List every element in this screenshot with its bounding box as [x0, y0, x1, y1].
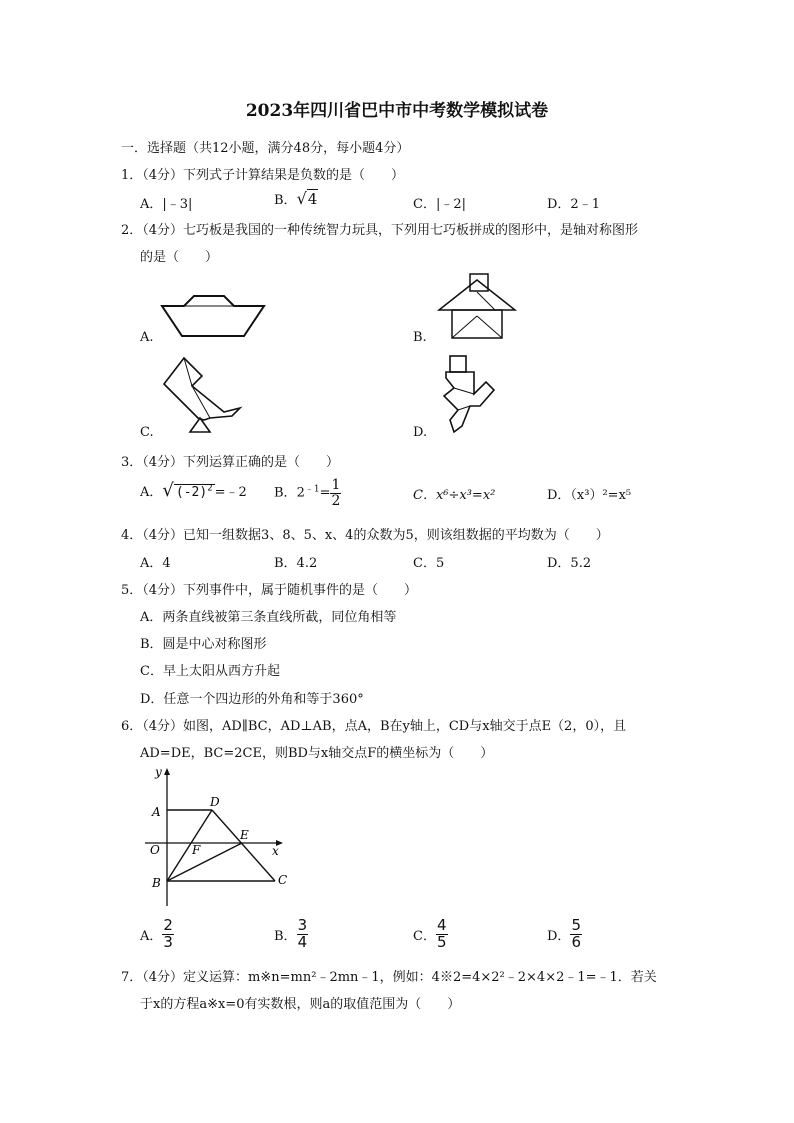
q3-option-a-radicand: (-2) [175, 485, 208, 500]
tangram-figure-b [437, 272, 517, 340]
q3-option-b-exponent: ﹣1 [304, 484, 320, 495]
q6-option-b[interactable] [274, 918, 308, 951]
figure-label-x: x [272, 844, 279, 858]
q4-option-b[interactable]: B．4.2 [274, 556, 318, 571]
q6-option-c[interactable] [413, 918, 448, 951]
page-title: 2023年四川省巴中市中考数学模拟试卷 [245, 101, 549, 121]
q7-stem-line1: 7．（4分）定义运算：m※n=mn²﹣2mn﹣1，例如：4※2=4×2²﹣2×4×2﹣1=﹣1．若关 [121, 970, 657, 985]
q3-option-b-equals: = [319, 485, 331, 501]
q6-option-d-label: D． [547, 928, 571, 944]
tangram-figure-a [162, 294, 267, 339]
sqrt-sign-icon: √ [162, 480, 174, 501]
q3-option-b[interactable] [274, 478, 341, 508]
q2-option-a[interactable]: A. [140, 330, 154, 345]
q5-option-a[interactable]: A．两条直线被第三条直线所截，同位角相等 [140, 610, 397, 625]
figure-label-o: O [150, 843, 160, 857]
q7-stem-line2: 于x的方程a※x=0有实数根，则a的取值范围为（ ） [140, 997, 461, 1012]
q6-option-c-label: C． [413, 928, 436, 944]
q5-stem: 5．（4分）下列事件中，属于随机事件的是（ ） [121, 583, 418, 598]
q4-option-c[interactable]: C．5 [413, 556, 445, 571]
q6-option-a-label: A． [140, 928, 163, 944]
q6-option-b-denominator: 4 [297, 932, 308, 951]
q3-option-a-label: A． [140, 485, 163, 500]
q3-option-c[interactable]: C．x⁶÷x³=x² [413, 488, 496, 503]
q6-option-a[interactable] [140, 918, 174, 951]
q6-option-a-numerator: 2 [163, 916, 173, 934]
figure-label-a: A [152, 805, 161, 819]
q2-stem-line2: 的是（ ） [140, 250, 219, 265]
q6-option-a-denominator: 3 [163, 932, 173, 951]
q5-option-c[interactable]: C．早上太阳从西方升起 [140, 664, 280, 679]
q6-stem-line2: AD=DE，BC=2CE，则BD与x轴交点F的横坐标为（ ） [140, 746, 494, 761]
q3-option-b-label: B． [274, 485, 297, 501]
q4-stem: 4．（4分）已知一组数据3、8、5、x、4的众数为5，则该组数据的平均数为（ ） [121, 528, 609, 543]
q5-option-d[interactable]: D．任意一个四边形的外角和等于360° [140, 692, 364, 707]
q3-option-b-numerator: 1 [331, 477, 341, 493]
q1-option-b-radicand: 4 [307, 190, 318, 208]
figure-label-d: D [210, 795, 220, 809]
q3-stem: 3．（4分）下列运算正确的是（ ） [121, 455, 340, 470]
q6-stem-line1: 6．（4分）如图，AD∥BC，AD⊥AB，点A，B在y轴上，CD与x轴交于点E（2，0），且 [121, 719, 627, 734]
figure-label-c: C [278, 873, 288, 887]
q5-option-b[interactable]: B．圆是中心对称图形 [140, 637, 267, 652]
q2-option-b[interactable]: B. [413, 330, 427, 345]
q6-option-b-numerator: 3 [297, 916, 308, 934]
q2-stem-line1: 2．（4分）七巧板是我国的一种传统智力玩具，下列用七巧板拼成的图形中，是轴对称图形 [121, 223, 639, 238]
q6-option-b-label: B． [274, 928, 297, 944]
q3-option-d[interactable]: D．（x³）²=x⁵ [547, 488, 632, 503]
q6-option-d-denominator: 6 [571, 932, 581, 951]
figure-label-y: y [155, 765, 162, 779]
tangram-figure-c [162, 356, 252, 434]
q6-option-d-numerator: 5 [571, 916, 581, 934]
q6-option-c-denominator: 5 [436, 932, 447, 951]
q6-option-d[interactable] [547, 918, 582, 951]
figure-label-b: B [152, 876, 161, 890]
q1-option-c[interactable]: C．|﹣2| [413, 197, 466, 212]
q3-option-a-exponent: 2 [207, 483, 213, 494]
q3-option-a[interactable] [140, 480, 247, 501]
section-heading: 一．选择题（共12小题，满分48分，每小题4分） [121, 141, 410, 156]
q1-stem: 1．（4分）下列式子计算结果是负数的是（ ） [121, 168, 405, 183]
q1-option-b[interactable] [274, 189, 318, 208]
q1-option-b-label: B． [274, 193, 297, 208]
q3-option-a-result: =﹣2 [214, 485, 247, 500]
q4-option-d[interactable]: D．5.2 [547, 556, 592, 571]
q6-option-c-numerator: 4 [436, 916, 447, 934]
sqrt-sign-icon: √ [296, 189, 307, 208]
tangram-figure-d [440, 354, 500, 436]
q3-option-b-base: 2 [296, 485, 305, 501]
q6-coordinate-figure [140, 766, 300, 911]
figure-label-e: E [240, 828, 249, 842]
figure-label-f: F [192, 843, 201, 857]
q1-option-a[interactable]: A．|﹣3| [140, 197, 193, 212]
q2-option-c[interactable]: C. [140, 425, 154, 440]
q4-option-a[interactable]: A．4 [140, 556, 171, 571]
q2-option-d[interactable]: D. [413, 425, 428, 440]
q3-option-b-denominator: 2 [331, 492, 341, 509]
q1-option-d[interactable]: D．2﹣1 [547, 197, 600, 212]
